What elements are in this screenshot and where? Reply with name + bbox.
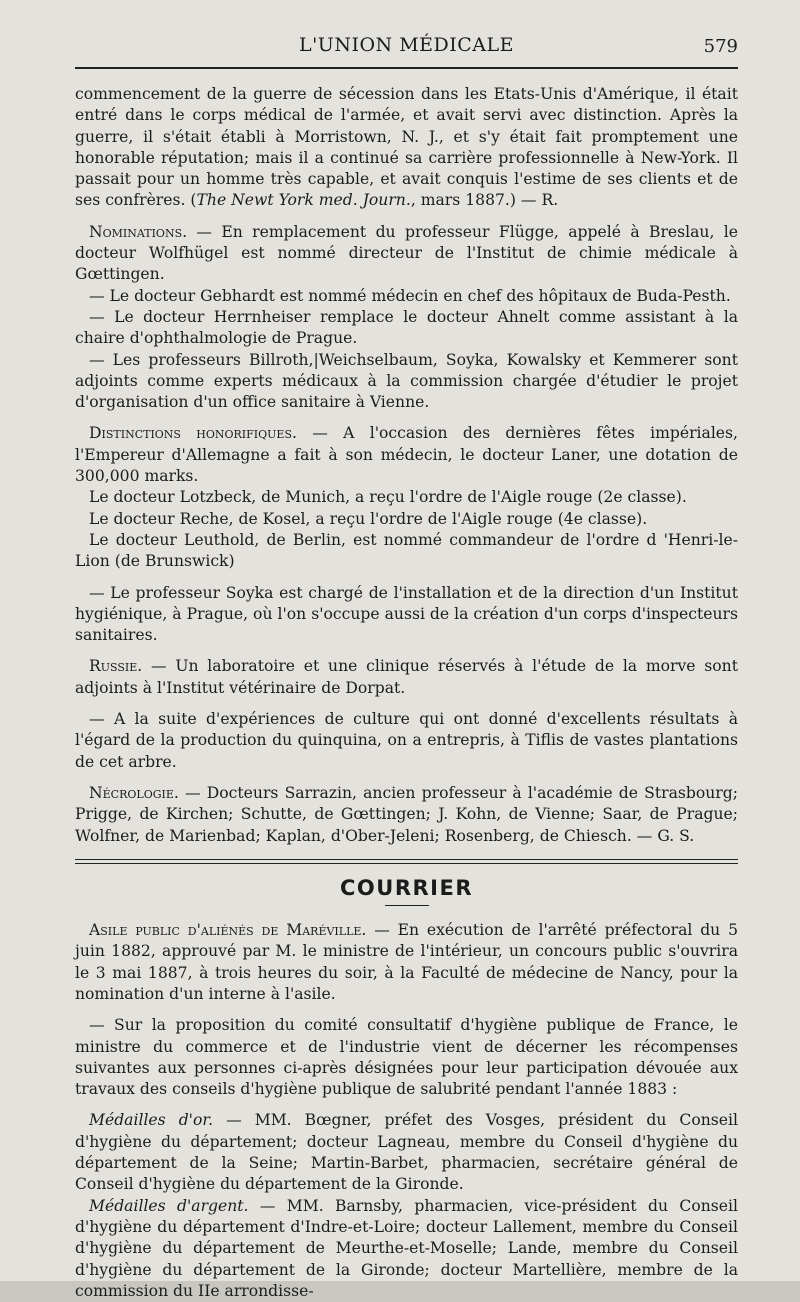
section-label: Distinctions honorifiques. xyxy=(89,424,297,443)
news-paragraph: — Le professeur Soyka est chargé de l'installation et de la direction d'un Institut hygiénique, à Prague, où l'on s'occupe aussi de la création d'un corps d'inspecteurs sanitaires. xyxy=(75,583,738,645)
section-divider xyxy=(75,859,738,864)
news-paragraph: — Sur la proposition du comité consultatif d'hygiène publique de France, le ministre du commerce et de l'industrie vient de décerner les récompenses suivantes aux personnes ci-après désignées pour leur participation dévouée aux travaux des conseils d'hygiène publique de salubrité pendant l'année 1883 : xyxy=(75,1016,738,1099)
nominations-paragraph: Nominations. — En remplacement du professeur Flügge, appelé à Breslau, le docteur Wolfhügel est nommé directeur de l'Institut de chimie médicale à Gœttingen. xyxy=(75,222,738,284)
section-label: Médailles d'or. xyxy=(89,1111,214,1130)
medailles-argent-paragraph: Médailles d'argent. — MM. Barnsby, pharmacien, vice-président du Conseil d'hygiène du département d'Indre-et-Loire; docteur Lallement, membre du Conseil d'hygiène du département de Meurthe-et-Moselle; Lande, membre du Conseil d'hygiène du département de la Gironde; docteur Martellière, membre de la commission du IIe arrondisse- xyxy=(75,1196,738,1300)
article-body xyxy=(75,84,738,1302)
news-paragraph: — A la suite d'expériences de culture qui ont donné d'excellents résultats à l'égard de la production du quinquina, on a entrepris, à Tiflis de vastes plantations de cet arbre. xyxy=(75,710,738,771)
news-paragraph: Le docteur Reche, de Kosel, a reçu l'ordre de l'Aigle rouge (4e classe). xyxy=(89,509,648,528)
distinctions-paragraph: Distinctions honorifiques. — A l'occasion des dernières fêtes impériales, l'Empereur d'Allemagne a fait à son médecin, le docteur Laner, une dotation de 300,000 marks. xyxy=(75,424,738,486)
news-paragraph: — Le docteur Herrnheiser remplace le docteur Ahnelt comme assistant à la chaire d'ophthalmologie de Prague. xyxy=(75,307,738,348)
page-header xyxy=(75,34,738,64)
section-label: Asile public d'aliénés de Maréville. xyxy=(89,921,367,940)
necrologie-paragraph: Nécrologie. — Docteurs Sarrazin, ancien professeur à l'académie de Strasbourg; Prigge, de Kirchen; Schutte, de Gœttingen; J. Kohn, de Vienne; Saar, de Prague; Wolfner, de Marienbad; Kaplan, d'Ober-Jeleni; Rosenberg, de Chiesch. — G. S. xyxy=(75,783,738,845)
running-title: L'UNION MÉDICALE xyxy=(298,34,515,56)
section-label: Médailles d'argent. xyxy=(89,1196,249,1215)
news-paragraph: — Les professeurs Billroth,|Weichselbaum, Soyka, Kowalsky et Kemmerer sont adjoints comme experts médicaux à la commission chargée d'étudier le projet d'organisation d'un office sanitaire à Vienne. xyxy=(75,350,738,412)
news-paragraph: — Le docteur Gebhardt est nommé médecin en chef des hôpitaux de Buda-Pesth. xyxy=(89,286,731,305)
news-paragraph: Le docteur Lotzbeck, de Munich, a reçu l'ordre de l'Aigle rouge (2e classe). xyxy=(89,488,687,507)
russie-paragraph: Russie. — Un laboratoire et une clinique réservés à l'étude de la morve sont adjoints à l'Institut vétérinaire de Dorpat. xyxy=(75,657,738,697)
news-paragraph: Le docteur Leuthold, de Berlin, est nommé commandeur de l'ordre d 'Henri-le-Lion (de Brunswick) xyxy=(75,530,738,571)
obituary-continuation: commencement de la guerre de sécession dans les Etats-Unis d'Amérique, il était entré dans le corps médical de l'armée, et avait servi avec distinction. Après la guerre, il s'était établi à Morristown, N. J., et s'y était fait promptement une honorable réputation; mais il a continué sa carrière professionnelle à New-York. Il passait pour un homme très capable, et avait conquis l'estime de ses clients et de ses confrères. (The Newt York med. Journ., mars 1887.) — R. xyxy=(75,85,738,210)
section-label: Nominations. xyxy=(89,222,188,241)
section-label: Nécrologie. xyxy=(89,783,179,802)
header-rule xyxy=(75,67,738,69)
asile-paragraph: Asile public d'aliénés de Maréville. — En exécution de l'arrêté préfectoral du 5 juin 1882, approuvé par M. le ministre de l'intérieur, un concours public s'ouvrira le 3 mai 1887, à trois heures du soir, à la Faculté de médecine de Nancy, pour la nomination d'un interne à l'asile. xyxy=(75,921,738,1003)
courrier-title: COURRIER xyxy=(340,875,473,900)
title-underline xyxy=(385,905,429,906)
section-label: Russie. xyxy=(89,657,143,676)
medailles-or-paragraph: Médailles d'or. — MM. Bœgner, préfet des Vosges, président du Conseil d'hygiène du département; docteur Lagneau, membre du Conseil d'hygiène du département de la Seine; Martin-Barbet, pharmacien, secrétaire général de Conseil d'hygiène du département de la Gironde. xyxy=(75,1111,738,1194)
page-number: 579 xyxy=(703,36,738,57)
